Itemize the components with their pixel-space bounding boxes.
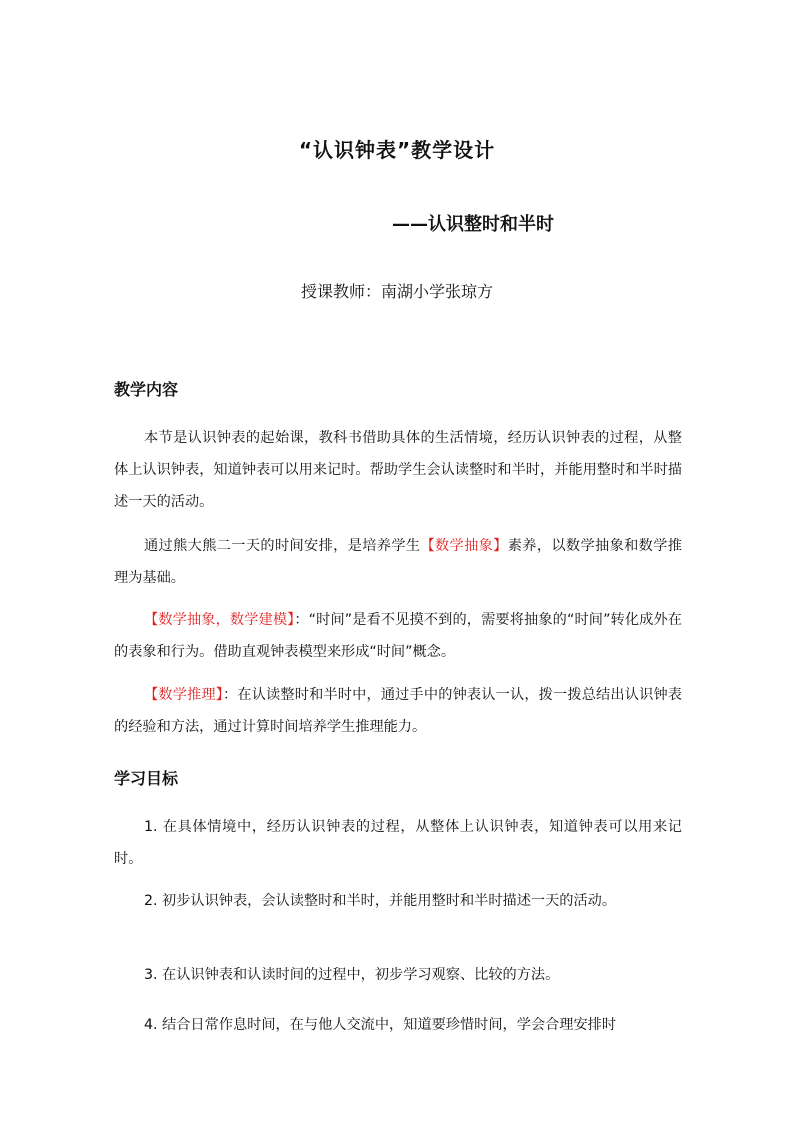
highlight-math-reasoning: 【数学推理】	[144, 687, 223, 703]
teacher-line: 授课教师：南湖小学张琼方	[300, 282, 493, 301]
document-title: “认识钟表”教学设计	[298, 138, 496, 162]
paragraph-reasoning	[114, 679, 682, 743]
heading-learning-goals: 学习目标	[114, 769, 179, 788]
goal-item: 1. 在具体情境中，经历认识钟表的过程，从整体上认识钟表，知道钟表可以用来记时。	[114, 819, 682, 867]
goal-item: 3. 在认识钟表和认读时间的过程中，初步学习观察、比较的方法。	[144, 967, 560, 983]
goal-item: 2. 初步认识钟表，会认读整时和半时，并能用整时和半时描述一天的活动。	[144, 893, 617, 909]
paragraph-literacy	[114, 530, 682, 594]
paragraph-intro: 本节是认识钟表的起始课，教科书借助具体的生活情境，经历认识钟表的过程，从整体上认识钟表，知道钟表可以用来记时。帮助学生会认读整时和半时，并能用整时和半时描述一天的活动。	[114, 430, 682, 510]
paragraph-reasoning-text: ：在认读整时和半时中，通过手中的钟表认一认，拨一拨总结出认识钟表的经验和方法，通过计算时间培养学生推理能力。	[114, 687, 682, 735]
paragraph-literacy-text-2: 素养，以数学抽象和数学推理为基础。	[114, 538, 682, 586]
goal-item: 4. 结合日常作息时间，在与他人交流中，知道要珍惜时间，学会合理安排时	[144, 1017, 617, 1033]
highlight-abstraction-modeling: 【数学抽象，数学建模】	[144, 612, 295, 628]
document-subtitle: ——认识整时和半时	[392, 214, 554, 235]
paragraph-abstraction-modeling-text: ：“时间”是看不见摸不到的，需要将抽象的“时间”转化成外在的表象和行为。借助直观钟表模型来形成“时间”概念。	[114, 612, 682, 660]
highlight-math-abstraction: 【数学抽象】	[420, 538, 508, 554]
paragraph-abstraction-modeling	[114, 604, 682, 668]
heading-teaching-content: 教学内容	[114, 380, 179, 399]
paragraph-literacy-text-1: 通过熊大熊二一天的时间安排，是培养学生	[144, 538, 421, 554]
